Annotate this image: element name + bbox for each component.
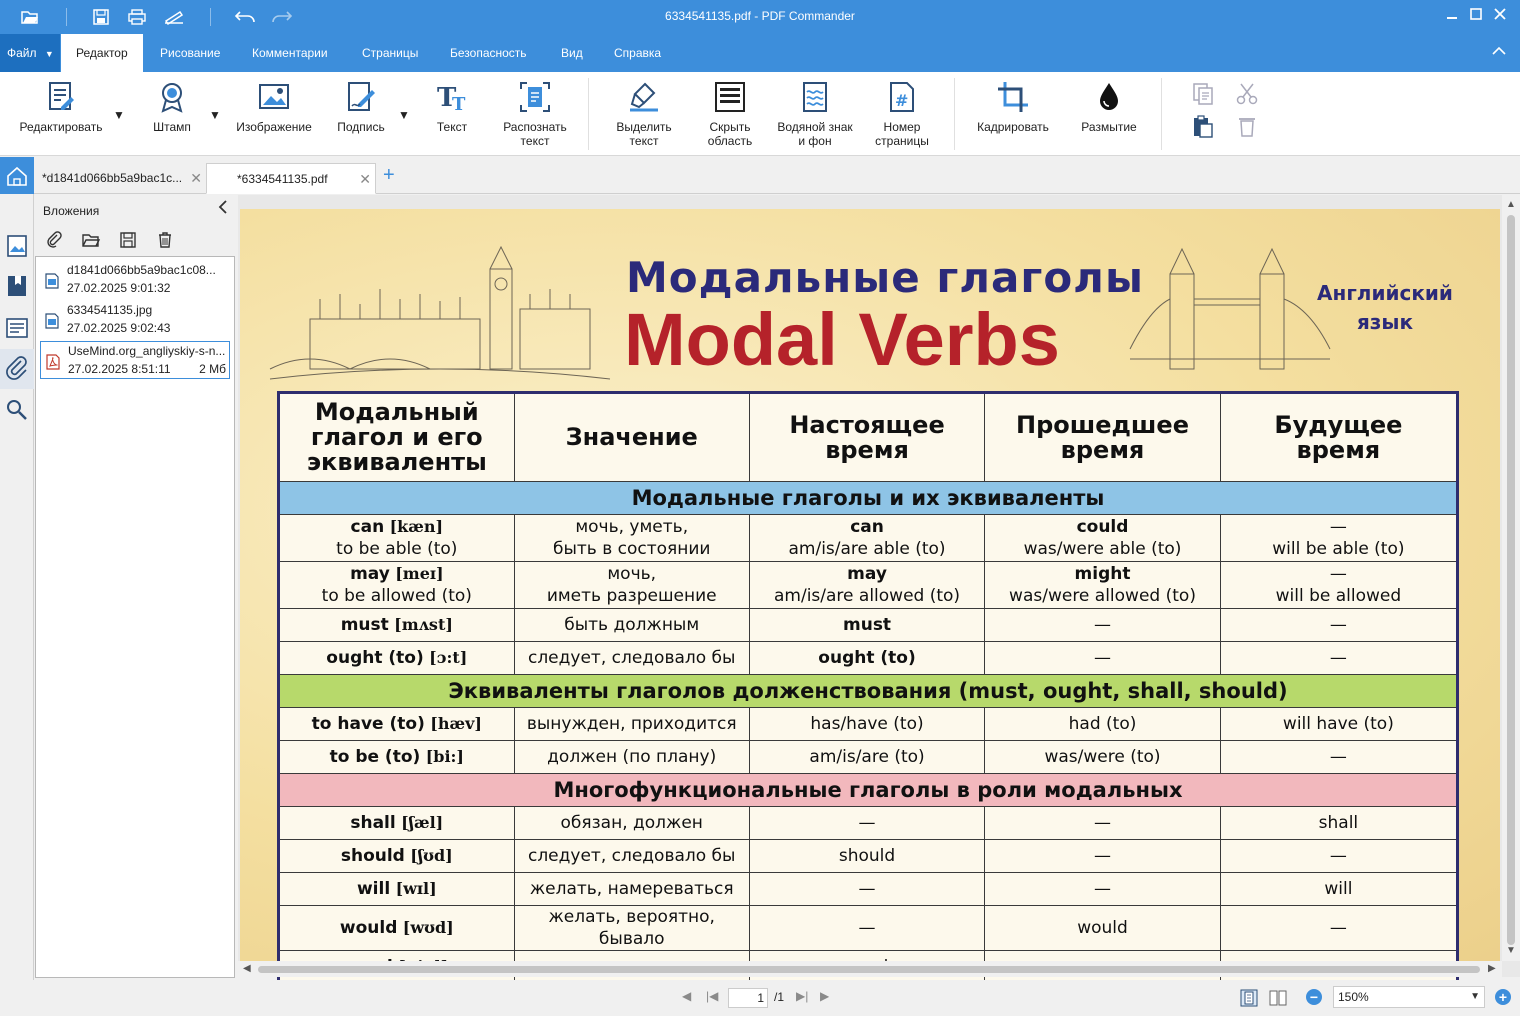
poster-title-en: Modal Verbs [624,298,1060,381]
tab-security[interactable]: Безопасность [450,46,527,60]
edit-dropdown-icon[interactable]: ▼ [113,108,125,122]
text-button[interactable] [431,80,473,134]
westminster-illustration [270,239,610,389]
svg-text:T: T [452,94,466,115]
bookmarks-icon[interactable] [5,274,29,298]
table-row [279,562,1458,609]
present-cell: can am/is/are able (to) [749,515,984,562]
vertical-scrollbar[interactable] [1502,195,1520,961]
modal-verbs-table [277,391,1459,985]
poster-language-label [1310,279,1460,337]
signature-label: Подпись [337,120,385,134]
poster-title-ru: Модальные глаголы [626,253,1144,302]
separator [1161,78,1162,150]
zoom-out-button[interactable]: − [1306,989,1322,1005]
paperclip-icon [0,349,34,389]
header-meaning: Значение [514,393,749,482]
table-row [279,873,1458,906]
tab-document-1-label: *d1841d066bb5a9bac1c... [42,171,183,185]
verb-cell: should [ʃʊd] [279,840,515,873]
meaning-cell: вынужден, приходится [514,708,749,741]
page-number-input[interactable]: 1 [728,988,768,1008]
past-cell: was/were (to) [985,741,1221,774]
file-menu-button[interactable] [0,34,60,72]
future-cell: — [1220,840,1457,873]
page-number-icon [885,80,919,114]
table-row [279,642,1458,675]
search-icon[interactable] [5,398,29,422]
watermark-button[interactable] [772,80,858,148]
past-cell: would [985,906,1221,951]
verb-cell: can [kæn] to be able (to) [279,515,515,562]
add-attachment-icon[interactable] [44,230,64,250]
verb-cell: to be (to) [bi:] [279,741,515,774]
stamp-dropdown-icon[interactable]: ▼ [209,108,221,122]
watermark-icon [798,80,832,114]
highlight-button[interactable] [610,80,678,148]
attachment-date: 27.02.2025 9:02:43 [67,321,171,335]
file-menu-label: Файл [7,46,37,60]
attachment-item[interactable] [40,261,230,299]
document-tabs [0,157,1520,194]
crop-icon [996,80,1030,114]
crop-label: Кадрировать [977,120,1049,134]
collapse-panel-icon[interactable] [218,200,228,219]
table-row [279,906,1458,951]
meaning-cell: должен (по плану) [514,741,749,774]
vertical-scroll-thumb[interactable] [1507,215,1515,945]
past-cell: had (to) [985,708,1221,741]
section-row [279,675,1458,708]
stamp-icon [155,80,189,114]
page-number-label-line1: Номер [883,120,921,134]
ribbon-toolbar [0,72,1520,156]
menu-bar [0,34,1520,72]
crop-button[interactable] [970,80,1056,134]
title-bar [0,0,1520,34]
section-row [279,482,1458,515]
edit-label: Редактировать [19,120,103,134]
separator [588,78,589,150]
ocr-icon [518,80,552,114]
image-button[interactable] [230,80,318,134]
svg-text:T: T [437,83,457,113]
future-cell: — will be able (to) [1220,515,1457,562]
meaning-cell: следует, следовало бы [514,642,749,675]
present-cell: may am/is/are allowed (to) [749,562,984,609]
zoom-in-button[interactable]: + [1495,989,1511,1005]
highlight-label-line2: текст [629,134,659,148]
scroll-right-icon[interactable]: ▶ [1488,963,1496,974]
header-future: Будущее время [1220,393,1457,482]
tab-comments[interactable]: Комментарии [252,46,328,60]
add-tab-icon[interactable]: + [383,164,395,186]
watermark-label-line1: Водяной знак [777,120,853,134]
attachments-title: Вложения [43,204,100,218]
past-cell: might was/were allowed (to) [985,562,1221,609]
present-cell: — [749,906,984,951]
verb-cell: shall [ʃæl] [279,807,515,840]
verb-cell: would [wʊd] [279,906,515,951]
signature-dropdown-icon[interactable]: ▼ [398,108,410,122]
highlight-label-line1: Выделить [616,120,672,134]
scroll-down-icon[interactable]: ▼ [1506,945,1516,956]
home-button[interactable] [0,157,34,194]
redact-label-line1: Скрыть [709,120,751,134]
maximize-icon[interactable] [1465,5,1487,27]
scroll-up-icon[interactable]: ▲ [1506,199,1516,210]
section-multifunctional-verbs: Многофункциональные глаголы в роли модальных [279,774,1458,807]
text-label: Текст [436,120,468,134]
text-icon [435,80,469,114]
thumbnails-icon[interactable] [5,234,29,258]
tab-pages[interactable]: Страницы [362,46,419,60]
image-file-icon [45,273,59,289]
section-obligation-equivalents: Эквиваленты глаголов долженствования (must, ought, shall, should) [279,675,1458,708]
separator [954,78,955,150]
future-cell: — [1220,906,1457,951]
past-cell: — [985,609,1221,642]
image-label: Изображение [236,120,312,134]
tab-document-2[interactable] [206,163,376,194]
annotations-list-icon[interactable] [5,316,29,340]
verb-cell: ought (to) [ɔ:t] [279,642,515,675]
copy-icon[interactable] [1191,82,1215,106]
page-total: /1 [774,990,785,1004]
meaning-cell: желать, вероятно, бывало [514,906,749,951]
page-number-label-line2: страницы [875,134,929,148]
past-cell: — [985,807,1221,840]
table-row [279,741,1458,774]
attachments-list [35,256,235,978]
signature-icon [344,80,378,114]
header-past: Прошедшее время [985,393,1221,482]
attachments-tab[interactable] [0,349,34,389]
present-cell: am/is/are (to) [749,741,984,774]
table-row [279,807,1458,840]
highlighter-icon [627,80,661,114]
scroll-left-icon[interactable]: ◀ [243,963,251,974]
present-cell: ought (to) [749,642,984,675]
future-cell: will [1220,873,1457,906]
two-page-view-icon[interactable] [1269,989,1287,1010]
future-cell: — [1220,741,1457,774]
left-rail [0,194,34,1016]
verb-cell: will [wɪl] [279,873,515,906]
past-cell: — [985,840,1221,873]
horizontal-scroll-thumb[interactable] [258,966,1480,973]
edit-doc-icon [44,80,78,114]
attachment-name: 6334541135.jpg [67,303,153,317]
watermark-label-line2: и фон [798,134,832,148]
tab-document-1[interactable] [36,163,206,194]
past-cell: — [985,873,1221,906]
header-modal-verb: Модальный глагол и его эквиваленты [279,393,515,482]
table-row [279,609,1458,642]
table-row [279,708,1458,741]
past-cell: could was/were able (to) [985,515,1221,562]
meaning-cell: желать, намереваться [514,873,749,906]
chevron-down-icon: ▼ [44,49,54,59]
close-tab-icon[interactable]: ✕ [359,171,371,187]
tower-bridge-illustration [1130,239,1330,389]
blur-drop-icon [1092,80,1126,114]
table-row [279,515,1458,562]
redact-label-line2: область [707,134,753,148]
verb-cell: must [mʌst] [279,609,515,642]
redact-button[interactable] [700,80,760,148]
window-title: 6334541135.pdf - PDF Commander [665,9,855,23]
cut-icon[interactable] [1235,82,1259,106]
meaning-cell: мочь, иметь разрешение [514,562,749,609]
meaning-cell: обязан, должен [514,807,749,840]
next-page-icon[interactable]: ▶ [820,989,830,1003]
document-viewer[interactable] [238,195,1520,977]
close-tab-icon[interactable]: ✕ [190,170,202,186]
future-cell: — [1220,642,1457,675]
future-cell: — will be allowed [1220,562,1457,609]
last-page-icon[interactable]: ▶| [796,989,809,1003]
stamp-button[interactable] [145,80,199,134]
stamp-label: Штамп [153,120,191,134]
blur-button[interactable] [1076,80,1142,134]
first-page-icon[interactable]: |◀ [706,989,719,1003]
minimize-icon[interactable] [1441,5,1463,27]
horizontal-scrollbar[interactable] [238,961,1502,977]
verb-cell: may [meɪ] to be allowed (to) [279,562,515,609]
attachment-item-selected[interactable] [40,341,230,379]
tab-document-2-label: *6334541135.pdf [237,172,328,186]
chevron-down-icon: ▼ [1470,991,1480,1002]
poster-language-line2: язык [1356,310,1414,334]
future-cell: — [1220,609,1457,642]
zoom-select[interactable] [1333,986,1485,1008]
image-file-icon [45,313,59,329]
table-row [279,840,1458,873]
attachment-date: 27.02.2025 9:01:32 [67,281,171,295]
future-cell: shall [1220,807,1457,840]
present-cell: — [749,807,984,840]
attachment-date: 27.02.2025 8:51:11 [68,362,171,376]
tab-editor[interactable]: Редактор [61,34,143,72]
svg-text:#: # [895,91,909,110]
table-header-row [279,393,1458,482]
ocr-label-line1: Распознать [503,120,567,134]
ocr-label-line2: текст [520,134,550,148]
attachment-size: 2 Мб [199,362,226,376]
attachment-name: UseMind.org_angliyskiy-s-n... [68,344,226,358]
present-cell: — [749,873,984,906]
poster-language-line1: Английский [1317,281,1453,305]
image-icon [257,80,291,114]
header-present: Настоящее время [749,393,984,482]
edit-button[interactable] [14,80,108,134]
section-row [279,774,1458,807]
meaning-cell: следует, следовало бы [514,840,749,873]
tab-help[interactable]: Справка [614,46,662,60]
ocr-button[interactable] [496,80,574,148]
redact-icon [713,80,747,114]
future-cell: will have (to) [1220,708,1457,741]
zoom-value: 150% [1338,990,1369,1004]
tab-view[interactable]: Вид [561,46,583,60]
meaning-cell: быть должным [514,609,749,642]
tab-drawing[interactable]: Рисование [160,46,221,60]
past-cell: — [985,642,1221,675]
paste-icon[interactable] [1191,114,1215,138]
attachments-panel [34,194,236,980]
attachment-name: d1841d066bb5a9bac1c08... [67,263,216,277]
open-attachment-icon[interactable] [81,230,101,250]
present-cell: must [749,609,984,642]
close-icon[interactable] [1489,5,1511,27]
meaning-cell: мочь, уметь, быть в состоянии [514,515,749,562]
present-cell: should [749,840,984,873]
pdf-page [240,209,1500,961]
save-attachment-icon[interactable] [118,230,138,250]
delete-icon[interactable] [1235,114,1259,138]
blur-label: Размытие [1081,120,1137,134]
verb-cell: to have (to) [hæv] [279,708,515,741]
pdf-file-icon [46,354,60,370]
present-cell: has/have (to) [749,708,984,741]
attachment-item[interactable] [40,301,230,339]
delete-attachment-icon[interactable] [155,230,175,250]
collapse-ribbon-icon[interactable] [1492,43,1506,59]
home-icon [0,157,34,194]
previous-page-icon[interactable]: ◀ [682,989,692,1003]
signature-button[interactable] [333,80,389,134]
section-modal-verbs: Модальные глаголы и их эквиваленты [279,482,1458,515]
page-number-button[interactable] [874,80,930,148]
single-page-view-icon[interactable] [1240,989,1258,1010]
